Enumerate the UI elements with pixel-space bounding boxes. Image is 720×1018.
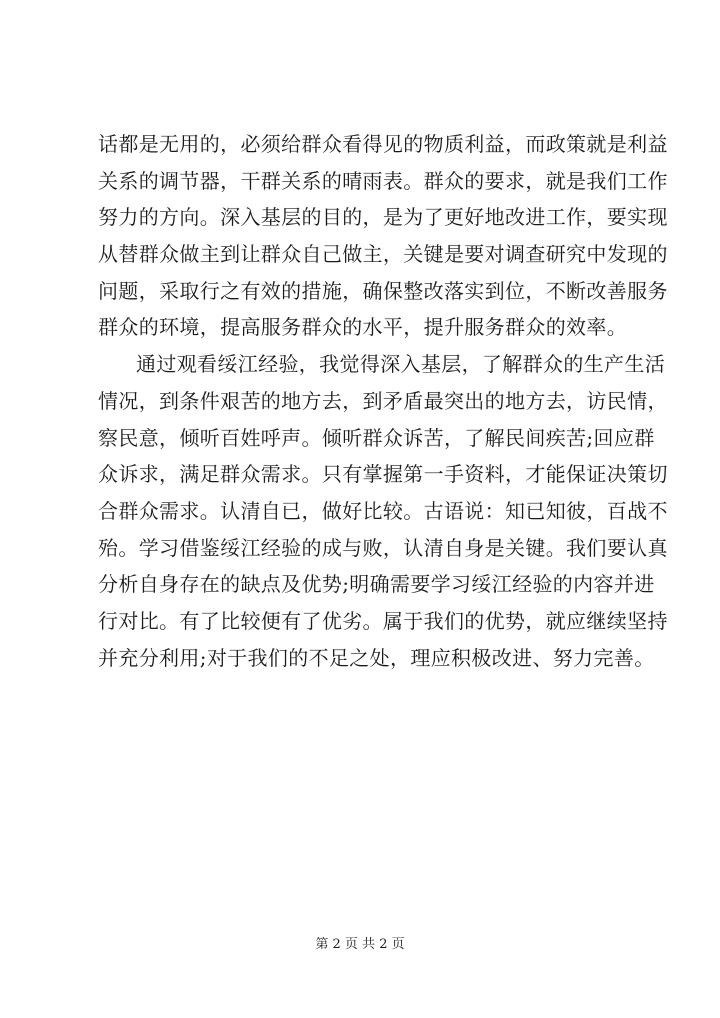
paragraph-first-line: 通过观看绥江经验，我觉得深入基层，了解群众的生产生活 [136, 352, 666, 377]
text-line: 众诉求，满足群众需求。只有掌握第一手资料，才能保证决策切 [98, 462, 668, 487]
text-line: 并充分利用;对于我们的不足之处，理应积极改进、努力完善。 [98, 645, 655, 670]
text-line: 群众的环境，提高服务群众的水平，提升服务群众的效率。 [98, 315, 628, 340]
document-body [98, 126, 668, 676]
text-line: 关系的调节器，干群关系的晴雨表。群众的要求，就是我们工作 [98, 168, 668, 193]
text-line: 行对比。有了比较便有了优劣。属于我们的优势，就应继续坚持 [98, 608, 668, 633]
text-line: 努力的方向。深入基层的目的，是为了更好地改进工作，要实现 [98, 205, 668, 230]
text-line: 从替群众做主到让群众自己做主，关键是要对调查研究中发现的 [98, 242, 668, 267]
text-line: 分析自身存在的缺点及优势;明确需要学习绥江经验的内容并进 [98, 572, 655, 597]
text-line: 问题，采取行之有效的措施，确保整改落实到位，不断改善服务 [98, 278, 668, 303]
text-line: 察民意，倾听百姓呼声。倾听群众诉苦，了解民间疾苦;回应群 [98, 425, 655, 450]
page-number-footer: 第 2 页 共 2 页 [315, 937, 405, 952]
text-line: 合群众需求。认清自已，做好比较。古语说：知已知彼，百战不 [98, 498, 668, 523]
text-line: 话都是无用的，必须给群众看得见的物质利益，而政策就是利益 [98, 132, 668, 156]
text-line: 情况，到条件艰苦的地方去，到矛盾最突出的地方去，访民情， [98, 388, 668, 413]
text-line: 殆。学习借鉴绥江经验的成与败，认清自身是关键。我们要认真 [98, 535, 668, 560]
